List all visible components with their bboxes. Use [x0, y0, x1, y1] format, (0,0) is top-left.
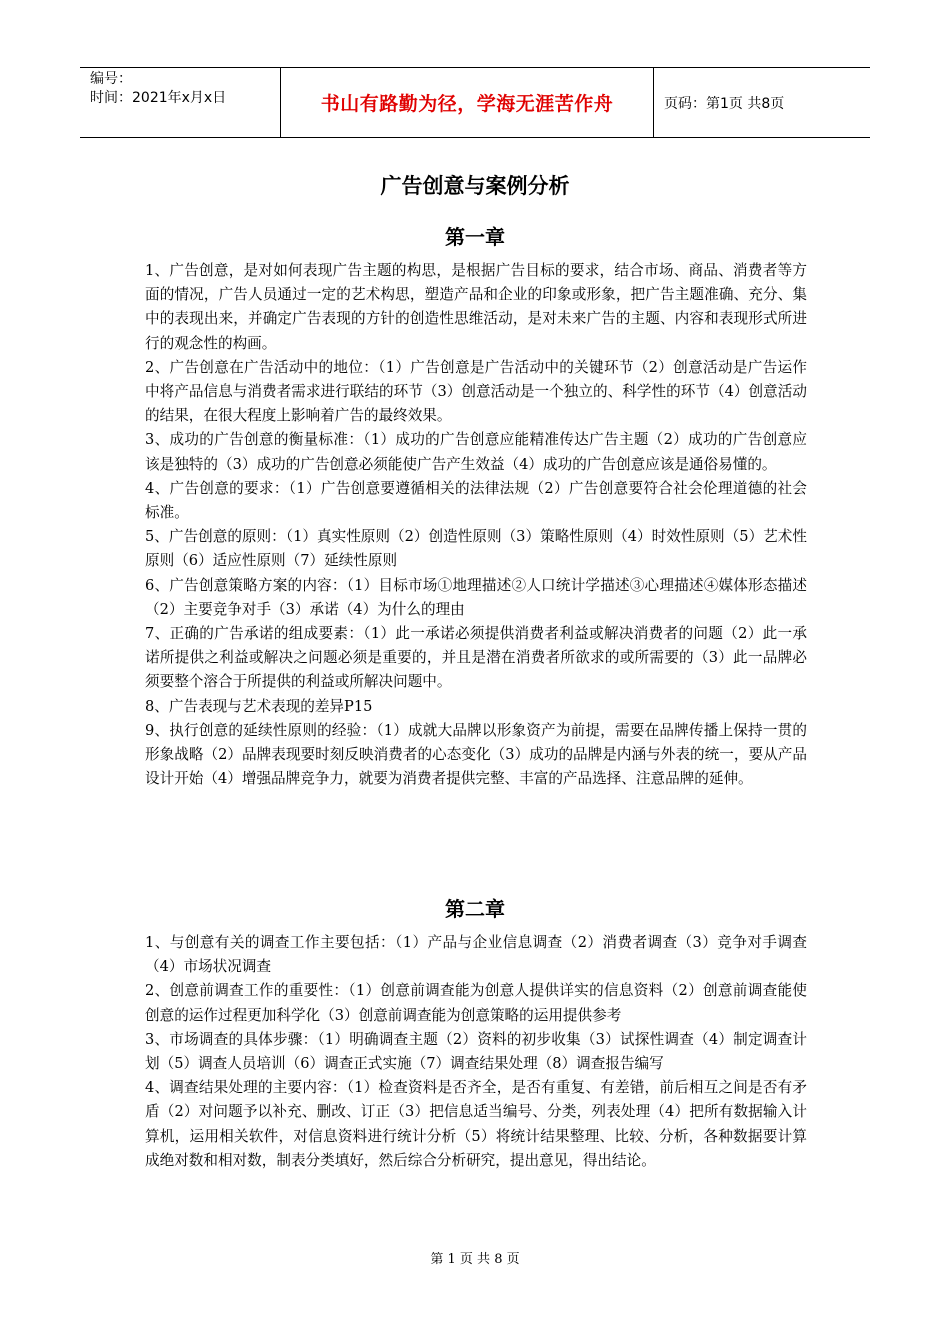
page-header	[80, 67, 870, 138]
chapter-2-item-2: 2、创意前调查工作的重要性：（1）创意前调查能为创意人提供详实的信息资料（2）创意前调查能使创意的运作过程更加科学化（3）创意前调查能为创意策略的运用提供参考	[145, 982, 807, 1024]
document-number-label: 编号：	[90, 71, 132, 87]
header-meta	[80, 68, 280, 137]
header-page-info: 页码：第1页 共8页	[664, 95, 785, 112]
document-title: 广告创意与案例分析	[380, 174, 570, 198]
chapter-1-item-2: 2、广告创意在广告活动中的地位：（1）广告创意是广告活动中的关键环节（2）创意活动是广告运作中将产品信息与消费者需求进行联结的环节（3）创意活动是一个独立的、科学性的环节（4）创意活动的结果，在很大程度上影响着广告的最终效果。	[145, 358, 807, 425]
page-footer: 第 1 页 共 8 页	[430, 1252, 520, 1267]
chapter-1-item-9: 9、执行创意的延续性原则的经验：（1）成就大品牌以形象资产为前提，需要在品牌传播上保持一贯的形象战略（2）品牌表现要时刻反映消费者的心态变化（3）成功的品牌是内涵与外表的统一，要从产品设计开始（4）增强品牌竞争力，就要为消费者提供完整、丰富的产品选择、注意品牌的延伸。	[145, 721, 807, 788]
chapter-2-body	[145, 931, 807, 1173]
chapter-2-heading: 第二章	[445, 897, 505, 921]
chapter-1-item-7: 7、正确的广告承诺的组成要素：（1）此一承诺必须提供消费者利益或解决消费者的问题（2）此一承诺所提供之利益或解决之问题必须是重要的，并且是潜在消费者所欲求的或所需要的（3）此一品牌必须要整个溶合于所提供的利益或所解决问题中。	[145, 625, 807, 691]
chapter-1-heading: 第一章	[445, 225, 505, 249]
chapter-1-item-6: 6、广告创意策略方案的内容：（1）目标市场①地理描述②人口统计学描述③心理描述④媒体形态描述（2）主要竞争对手（3）承诺（4）为什么的理由	[145, 576, 807, 618]
chapter-1-item-8: 8、广告表现与艺术表现的差异P15	[145, 697, 373, 715]
chapter-1-item-1: 1、广告创意，是对如何表现广告主题的构思，是根据广告目标的要求，结合市场、商品、消费者等方面的情况，广告人员通过一定的艺术构思，塑造产品和企业的印象或形象，把广告主题准确、充分、集中的表现出来，并确定广告表现的方针的创造性思维活动，是对未来广告的主题、内容和表现形式所进行的观念性的构画。	[145, 262, 807, 352]
chapter-1-item-3: 3、成功的广告创意的衡量标准：（1）成功的广告创意应能精准传达广告主题（2）成功的广告创意应该是独特的（3）成功的广告创意必须能使广告产生效益（4）成功的广告创意应该是通俗易懂的。	[145, 431, 807, 473]
chapter-2-item-4: 4、调查结果处理的主要内容：（1）检查资料是否齐全，是否有重复、有差错，前后相互之间是否有矛盾（2）对问题予以补充、删改、订正（3）把信息适当编号、分类，列表处理（4）把所有数据输入计算机，运用相关软件，对信息资料进行统计分析（5）将统计结果整理、比较、分析，各种数据要计算成绝对数和相对数，制表分类填好，然后综合分析研究，提出意见，得出结论。	[145, 1079, 807, 1169]
chapter-1-item-4: 4、广告创意的要求：（1）广告创意要遵循相关的法律法规（2）广告创意要符合社会伦理道德的社会标准。	[145, 479, 807, 522]
chapter-1-body	[145, 259, 807, 791]
document-time-label: 时间：2021年x月x日	[90, 90, 227, 106]
chapter-2-item-1: 1、与创意有关的调查工作主要包括：（1）产品与企业信息调查（2）消费者调查（3）竞争对手调查（4）市场状况调查	[145, 934, 807, 976]
chapter-2-item-3: 3、市场调查的具体步骤：（1）明确调查主题（2）资料的初步收集（3）试探性调查（4）制定调查计划（5）调查人员培训（6）调查正式实施（7）调查结果处理（8）调查报告编写	[145, 1030, 807, 1073]
header-motto: 书山有路勤为径，学海无涯苦作舟	[280, 68, 654, 137]
chapter-1-item-5: 5、广告创意的原则：（1）真实性原则（2）创造性原则（3）策略性原则（4）时效性原则（5）艺术性原则（6）适应性原则（7）延续性原则	[145, 528, 807, 570]
